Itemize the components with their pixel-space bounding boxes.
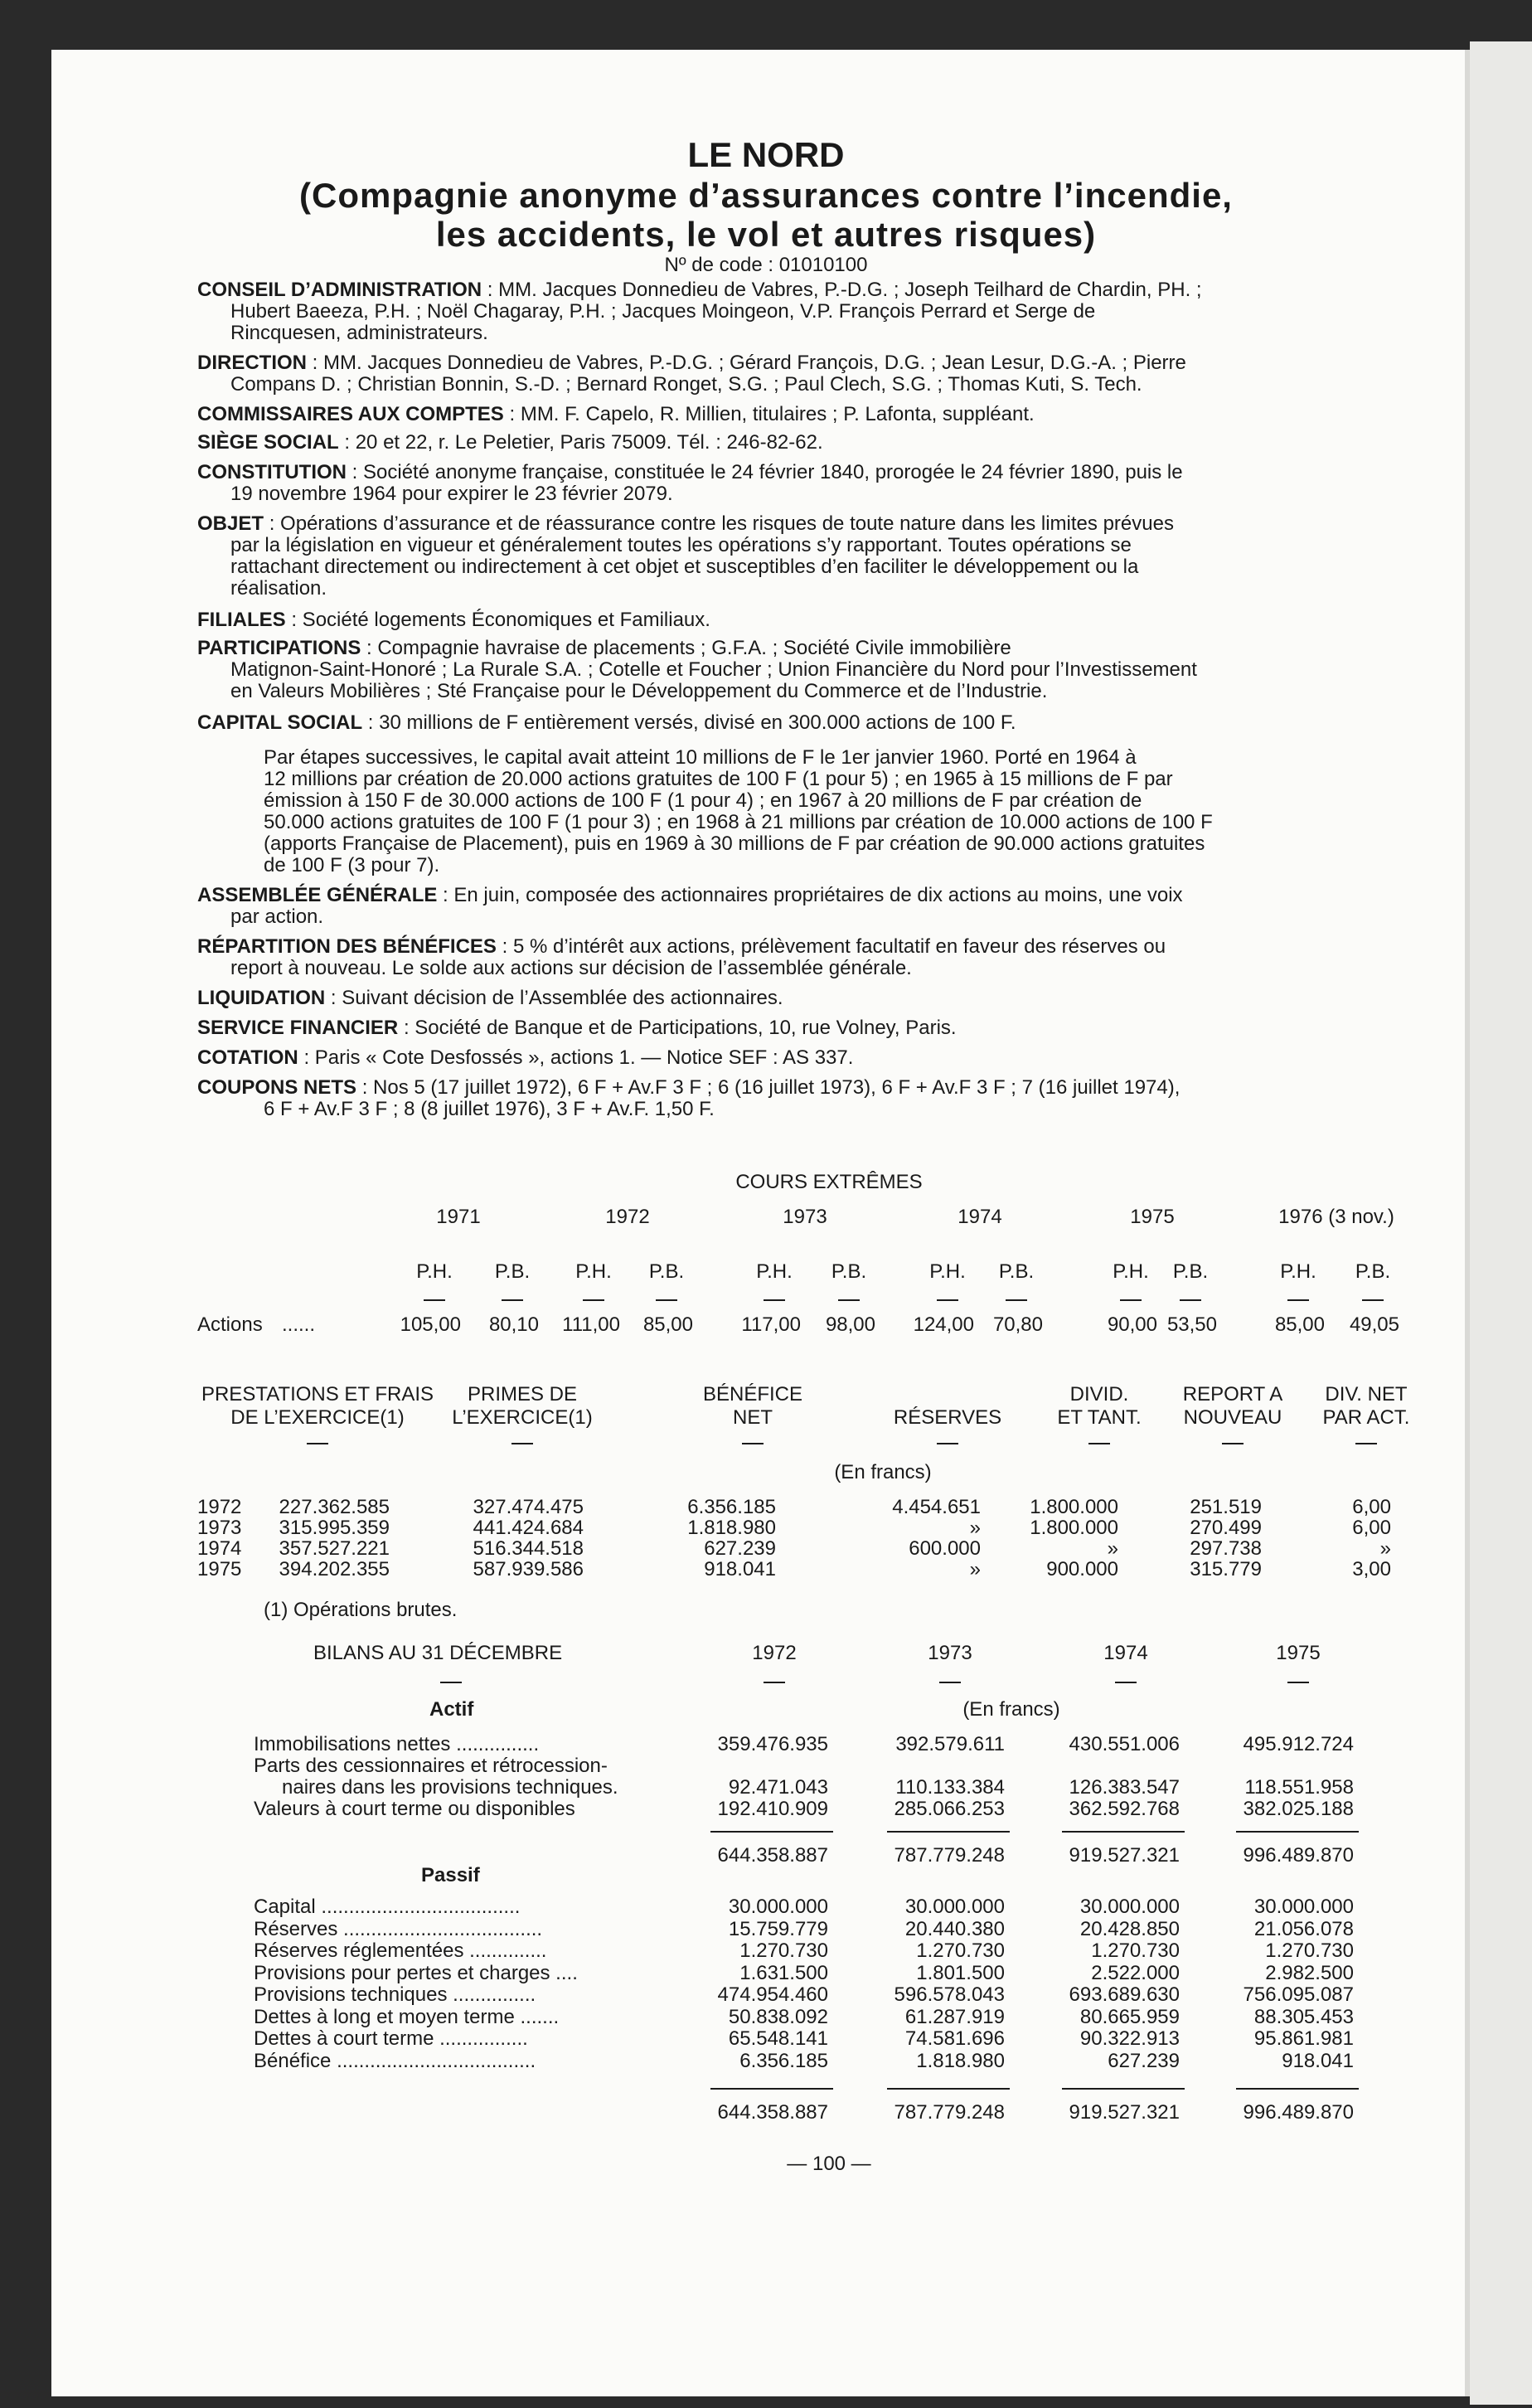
cours-year: 1974 [958, 1206, 1002, 1228]
bilans-dash [939, 1682, 961, 1683]
objet-line3: rattachant directement ou indirectement à cet objet et susceptibles d’en faciliter le développement ou la [230, 556, 1139, 578]
bilans-cell: 192.410.909 [717, 1798, 828, 1820]
capital-para-line4: 50.000 actions gratuites de 100 F (1 pour 3) ; en 1968 à 21 millions par création de 10.000 actions de 100 F [264, 811, 1213, 833]
cours-value-cell: 85,00 [1274, 1313, 1325, 1336]
service-line1: : Société de Banque et de Participations, 10, rue Volney, Paris. [403, 1017, 957, 1039]
bilans-row-label: Provisions techniques ............... [254, 1983, 536, 2006]
direction-line1: : MM. Jacques Donnedieu de Vabres, P.-D.G. ; Gérard François, D.G. ; Jean Lesur, D.G.-A. ; Pierre [312, 352, 1186, 374]
passif-total-rule [1062, 2088, 1185, 2090]
actif-total-rule [710, 1831, 833, 1833]
conseil-line3: Rincquesen, administrateurs. [230, 322, 488, 344]
bilans-unit: (En francs) [962, 1698, 1060, 1721]
bilans-passif-total: 996.489.870 [1243, 2101, 1354, 2124]
bilans-row-label: Dettes à court terme ................ [254, 2027, 528, 2050]
objet-line2: par la législation en vigueur et généralement toutes les opérations s’y rapportant. Toutes opérations se [230, 534, 1132, 556]
bilans-cell: 2.522.000 [1091, 1961, 1180, 1984]
exercice-cell: 627.239 [704, 1537, 776, 1560]
exercice-cell: 227.362.585 [279, 1496, 390, 1518]
participations-line1: : Compagnie havraise de placements ; G.F.A. ; Société Civile immobilière [366, 637, 1011, 659]
exercice-header: PRESTATIONS ET FRAIS [201, 1383, 434, 1405]
section-service [197, 1017, 957, 1039]
cours-col-header: P.B. [831, 1260, 867, 1283]
filiales-label: FILIALES [197, 609, 286, 631]
cours-year: 1975 [1130, 1206, 1175, 1228]
exercice-cell: » [969, 1517, 981, 1539]
bilans-actif-total: 919.527.321 [1069, 1844, 1180, 1867]
document-subtitle-line1: (Compagnie anonyme d’assurances contre l’incendie, [299, 176, 1233, 215]
exercice-cell: 327.474.475 [473, 1496, 584, 1518]
cotation-line1: : Paris « Cote Desfossés », actions 1. — Notice SEF : AS 337. [303, 1046, 854, 1069]
bilans-cell: 359.476.935 [717, 1733, 828, 1755]
exercice-cell: 6,00 [1352, 1496, 1391, 1518]
exercice-dash [511, 1443, 533, 1444]
bilans-actif-total: 644.358.887 [717, 1844, 828, 1867]
bilans-row-label: naires dans les provisions techniques. [282, 1776, 618, 1799]
bilans-cell: 495.912.724 [1243, 1733, 1354, 1755]
cours-value-cell: 117,00 [741, 1313, 801, 1336]
exercice-header: REPORT A [1182, 1383, 1283, 1405]
cours-value-cell: 53,50 [1166, 1313, 1217, 1336]
assemblee-line1: : En juin, composée des actionnaires propriétaires de dix actions au moins, une voix [443, 884, 1183, 906]
bilans-cell: 20.440.380 [904, 1917, 1005, 1940]
exercice-cell: 900.000 [1046, 1558, 1118, 1580]
bilans-year: 1973 [928, 1642, 972, 1664]
exercice-year: 1973 [197, 1517, 242, 1539]
bilans-dash [1115, 1682, 1137, 1683]
bilans-cell: 2.982.500 [1265, 1961, 1354, 1984]
cours-col-header: P.B. [494, 1260, 531, 1283]
cotation-label: COTATION [197, 1046, 298, 1069]
commissaires-line1: : MM. F. Capelo, R. Millien, titulaires ; P. Lafonta, suppléant. [509, 403, 1035, 425]
cours-dash [502, 1299, 523, 1301]
bilans-row-label: Dettes à long et moyen terme ....... [254, 2005, 560, 2028]
bilans-cell: 1.270.730 [1265, 1940, 1354, 1962]
bilans-row-label: Réserves .................................... [254, 1917, 543, 1940]
exercice-cell: 600.000 [909, 1537, 981, 1560]
code-number: Nº de code : 01010100 [664, 254, 868, 276]
cours-dash [1120, 1299, 1142, 1301]
bilans-cell: 1.270.730 [739, 1940, 828, 1962]
section-constitution [197, 461, 1183, 483]
section-repartition [197, 935, 1166, 958]
cours-col-header: P.H. [416, 1260, 453, 1283]
section-objet [197, 512, 1174, 535]
section-direction [197, 352, 1186, 374]
bilans-dash [1287, 1682, 1309, 1683]
bilans-cell: 20.428.850 [1079, 1917, 1180, 1940]
cours-title: COURS EXTRÊMES [735, 1171, 923, 1193]
cours-value-cell: 85,00 [642, 1313, 693, 1336]
bilans-passif-total: 919.527.321 [1069, 2101, 1180, 2124]
passif-total-rule [887, 2088, 1010, 2090]
bilans-cell: 474.954.460 [717, 1983, 828, 2006]
repartition-label: RÉPARTITION DES BÉNÉFICES [197, 935, 497, 958]
section-capital [197, 711, 1016, 734]
cours-year: 1972 [605, 1206, 650, 1228]
section-conseil [197, 279, 1416, 301]
exercice-cell: 1.818.980 [687, 1517, 776, 1539]
exercice-cell: 6.356.185 [687, 1496, 776, 1518]
exercice-cell: 587.939.586 [473, 1558, 584, 1580]
exercice-cell: 1.800.000 [1030, 1517, 1118, 1539]
bilans-row-label: Réserves réglementées .............. [254, 1940, 547, 1962]
exercice-cell: 394.202.355 [279, 1558, 390, 1580]
exercice-header: DIV. NET [1325, 1383, 1408, 1405]
cours-dash [656, 1299, 677, 1301]
bilans-cell: 30.000.000 [904, 1896, 1005, 1918]
conseil-line1: : MM. Jacques Donnedieu de Vabres, P.-D.G. ; Joseph Teilhard de Chardin, PH. ; [487, 279, 1202, 301]
exercice-cell: 1.800.000 [1030, 1496, 1118, 1518]
bilans-cell: 1.801.500 [916, 1961, 1005, 1984]
bilans-passif-total: 644.358.887 [717, 2101, 828, 2124]
exercice-header: NOUVEAU [1183, 1406, 1282, 1429]
exercice-cell: 4.454.651 [892, 1496, 981, 1518]
cours-dash [1362, 1299, 1384, 1301]
bilans-cell: 74.581.696 [904, 2027, 1005, 2050]
exercice-year: 1974 [197, 1537, 242, 1560]
exercice-cell: 3,00 [1352, 1558, 1391, 1580]
cours-row-label: Actions [197, 1313, 263, 1336]
bilans-cell: 92.471.043 [728, 1776, 828, 1799]
section-commissaires [197, 403, 1035, 425]
bilans-cell: 50.838.092 [728, 2005, 828, 2028]
section-cotation [197, 1046, 853, 1069]
bilans-cell: 382.025.188 [1243, 1798, 1354, 1820]
coupons-label: COUPONS NETS [197, 1076, 357, 1099]
exercice-cell: » [1107, 1537, 1118, 1560]
bilans-cell: 1.631.500 [739, 1961, 828, 1984]
cours-dash [583, 1299, 604, 1301]
exercice-unit: (En francs) [834, 1461, 932, 1483]
conseil-label: CONSEIL D’ADMINISTRATION [197, 279, 482, 301]
actif-total-rule [1062, 1831, 1185, 1833]
bilans-cell: 126.383.547 [1069, 1776, 1180, 1799]
exercice-cell: 441.424.684 [473, 1517, 584, 1539]
bilans-cell: 285.066.253 [894, 1798, 1005, 1820]
document-subtitle-line2: les accidents, le vol et autres risques) [435, 215, 1097, 254]
cours-dash [424, 1299, 445, 1301]
cours-col-header: P.H. [929, 1260, 966, 1283]
filiales-line1: : Société logements Économiques et Familiaux. [291, 609, 710, 631]
cours-col-header: P.H. [575, 1260, 612, 1283]
bilans-cell: 6.356.185 [739, 2049, 828, 2072]
capital-para-line6: de 100 F (3 pour 7). [264, 854, 440, 876]
cours-value-cell: 105,00 [400, 1313, 461, 1336]
capital-para-line3: émission à 150 F de 30.000 actions de 100 F (1 pour 4) ; en 1967 à 20 millions de F par création de [264, 789, 1142, 812]
bilans-cell: 693.689.630 [1069, 1983, 1180, 2006]
bilans-cell: 61.287.919 [904, 2005, 1005, 2028]
bilans-cell: 15.759.779 [728, 1917, 828, 1940]
assemblee-label: ASSEMBLÉE GÉNÉRALE [197, 884, 438, 906]
cours-dash [1287, 1299, 1309, 1301]
cours-year: 1971 [436, 1206, 481, 1228]
bilans-row-label: Provisions pour pertes et charges .... [254, 1961, 578, 1984]
bilans-cell: 95.861.981 [1253, 2027, 1354, 2050]
objet-label: OBJET [197, 512, 264, 535]
cours-col-header: P.H. [756, 1260, 793, 1283]
cours-value-cell: 70,80 [992, 1313, 1043, 1336]
exercice-cell: » [969, 1558, 981, 1580]
cours-dash [764, 1299, 785, 1301]
cours-dash [1006, 1299, 1027, 1301]
passif-label: Passif [421, 1864, 480, 1886]
capital-para-line2: 12 millions par création de 20.000 actions gratuites de 100 F (1 pour 5) ; en 1965 à 15 millions de F par [264, 768, 1173, 790]
exercice-header: L’EXERCICE(1) [452, 1406, 593, 1429]
bilans-cell: 88.305.453 [1253, 2005, 1354, 2028]
participations-label: PARTICIPATIONS [197, 637, 361, 659]
capital-para-line1: Par étapes successives, le capital avait atteint 10 millions de F le 1er janvier 1960. Porté en 1964 à [264, 746, 1137, 769]
cours-value-cell: 49,05 [1349, 1313, 1399, 1336]
exercice-cell: 918.041 [704, 1558, 776, 1580]
bilans-row-label: Bénéfice .................................... [254, 2049, 536, 2072]
exercice-year: 1975 [197, 1558, 242, 1580]
exercice-cell: 516.344.518 [473, 1537, 584, 1560]
cours-year: 1973 [783, 1206, 827, 1228]
service-label: SERVICE FINANCIER [197, 1017, 399, 1039]
objet-line4: réalisation. [230, 577, 327, 600]
bilans-passif-total: 787.779.248 [894, 2101, 1005, 2124]
passif-total-rule [1236, 2088, 1359, 2090]
participations-line3: en Valeurs Mobilières ; Sté Française pour le Développement du Commerce et de l’Industrie. [230, 680, 1048, 702]
bilans-cell: 756.095.087 [1243, 1983, 1354, 2006]
bilans-cell: 118.551.958 [1244, 1776, 1354, 1799]
liquidation-label: LIQUIDATION [197, 987, 326, 1009]
assemblee-line2: par action. [230, 905, 324, 928]
cours-dash [937, 1299, 958, 1301]
siege-line1: : 20 et 22, r. Le Peletier, Paris 75009. Tél. : 246-82-62. [344, 431, 823, 454]
cours-year: 1976 (3 nov.) [1278, 1206, 1394, 1228]
bilans-actif-total: 787.779.248 [894, 1844, 1005, 1867]
cours-leader: ...... [282, 1313, 316, 1336]
bilans-row-label: Valeurs à court terme ou disponibles [254, 1798, 575, 1820]
actif-total-rule [1236, 1831, 1359, 1833]
objet-line1: : Opérations d’assurance et de réassurance contre les risques de toute nature dans les limites prévues [269, 512, 1174, 535]
bilans-row-label: Capital .................................... [254, 1896, 521, 1918]
cours-col-header: P.B. [1355, 1260, 1391, 1283]
cours-col-header: P.B. [1172, 1260, 1209, 1283]
section-liquidation [197, 987, 783, 1009]
bilans-cell: 30.000.000 [728, 1896, 828, 1918]
section-assemblee [197, 884, 1183, 906]
constitution-line1: : Société anonyme française, constituée le 24 février 1840, prorogée le 24 février 1890, puis le [351, 461, 1183, 483]
bilans-dash [764, 1682, 785, 1683]
cours-value-cell: 80,10 [488, 1313, 539, 1336]
bilans-year: 1974 [1103, 1642, 1148, 1664]
cours-dash [838, 1299, 860, 1301]
bilans-dash [440, 1682, 462, 1683]
bilans-cell: 1.818.980 [916, 2049, 1005, 2072]
capital-label: CAPITAL SOCIAL [197, 711, 363, 734]
cours-value-cell: 98,00 [825, 1313, 875, 1336]
siege-label: SIÈGE SOCIAL [197, 431, 339, 454]
repartition-line2: report à nouveau. Le solde aux actions sur décision de l’assemblée générale. [230, 957, 912, 979]
exercice-dash [937, 1443, 958, 1444]
actif-total-rule [887, 1831, 1010, 1833]
constitution-label: CONSTITUTION [197, 461, 347, 483]
liquidation-line1: : Suivant décision de l’Assemblée des actionnaires. [330, 987, 783, 1009]
cours-col-header: P.B. [648, 1260, 685, 1283]
cours-dash [1180, 1299, 1201, 1301]
capital-para-line5: (apports Française de Placement), puis en 1969 à 30 millions de F par création de 90.000 actions gratuites [264, 833, 1205, 855]
bilans-cell: 1.270.730 [916, 1940, 1005, 1962]
bilans-actif-total: 996.489.870 [1243, 1844, 1354, 1867]
cours-value-cell: 111,00 [562, 1313, 620, 1336]
bilans-cell: 30.000.000 [1253, 1896, 1354, 1918]
cours-col-header: P.B. [998, 1260, 1035, 1283]
exercice-header: DIVID. [1069, 1383, 1129, 1405]
exercice-cell: 251.519 [1190, 1496, 1262, 1518]
cours-col-header: P.H. [1113, 1260, 1149, 1283]
direction-line2: Compans D. ; Christian Bonnin, S.-D. ; Bernard Ronget, S.G. ; Paul Clech, S.G. ; Thomas Kuti, S. Tech. [230, 373, 1142, 396]
section-coupons [197, 1076, 1180, 1099]
exercice-cell: 315.779 [1190, 1558, 1262, 1580]
bilans-cell: 596.578.043 [894, 1983, 1005, 2006]
direction-label: DIRECTION [197, 352, 307, 374]
exercice-dash [1355, 1443, 1377, 1444]
actif-label: Actif [429, 1698, 474, 1721]
exercice-dash [1222, 1443, 1244, 1444]
passif-total-rule [710, 2088, 833, 2090]
cours-value-cell: 124,00 [913, 1313, 974, 1336]
bilans-cell: 627.239 [1108, 2049, 1180, 2072]
section-participations [197, 637, 1011, 659]
exercice-cell: 270.499 [1190, 1517, 1262, 1539]
bilans-cell: 392.579.611 [895, 1733, 1005, 1755]
coupons-line2: 6 F + Av.F 3 F ; 8 (8 juillet 1976), 3 F + Av.F. 1,50 F. [264, 1098, 715, 1120]
bilans-cell: 90.322.913 [1079, 2027, 1180, 2050]
exercice-year: 1972 [197, 1496, 242, 1518]
exercice-header: ET TANT. [1057, 1406, 1142, 1429]
bilans-cell: 918.041 [1282, 2049, 1354, 2072]
exercice-dash [1088, 1443, 1110, 1444]
section-filiales [197, 609, 710, 631]
page-number: — 100 — [787, 2153, 871, 2175]
commissaires-label: COMMISSAIRES AUX COMPTES [197, 403, 504, 425]
exercice-note: (1) Opérations brutes. [264, 1599, 458, 1621]
exercice-header: PAR ACT. [1322, 1406, 1410, 1429]
exercice-cell: 297.738 [1190, 1537, 1262, 1560]
coupons-line1: : Nos 5 (17 juillet 1972), 6 F + Av.F 3 F ; 6 (16 juillet 1973), 6 F + Av.F 3 F ; 7 (16 juillet 1974), [361, 1076, 1181, 1099]
exercice-header: RÉSERVES [893, 1406, 1002, 1429]
bilans-cell: 30.000.000 [1079, 1896, 1180, 1918]
bilans-year: 1972 [752, 1642, 797, 1664]
exercice-header: PRIMES DE [467, 1383, 578, 1405]
cours-value-cell: 90,00 [1107, 1313, 1157, 1336]
constitution-line2: 19 novembre 1964 pour expirer le 23 février 2079. [230, 483, 673, 505]
exercice-cell: 357.527.221 [279, 1537, 390, 1560]
exercice-cell: 6,00 [1352, 1517, 1391, 1539]
section-siege [197, 431, 823, 454]
exercice-dash [307, 1443, 328, 1444]
exercice-header: BÉNÉFICE [702, 1383, 803, 1405]
conseil-line2: Hubert Baeeza, P.H. ; Noël Chagaray, P.H. ; Jacques Moingeon, V.P. François Perrard et Serge de [230, 300, 1096, 323]
cours-col-header: P.H. [1280, 1260, 1316, 1283]
exercice-header: NET [733, 1406, 773, 1429]
bilans-year: 1975 [1276, 1642, 1321, 1664]
capital-line1: : 30 millions de F entièrement versés, divisé en 300.000 actions de 100 F. [367, 711, 1016, 734]
bilans-cell: 80.665.959 [1079, 2005, 1180, 2028]
exercice-header: DE L’EXERCICE(1) [230, 1406, 405, 1429]
bilans-cell: 430.551.006 [1069, 1733, 1180, 1755]
exercice-cell: 315.995.359 [279, 1517, 390, 1539]
bilans-row-label: Immobilisations nettes ............... [254, 1733, 540, 1755]
repartition-line1: : 5 % d’intérêt aux actions, prélèvement facultatif en faveur des réserves ou [502, 935, 1166, 958]
bilans-row-label: Parts des cessionnaires et rétrocession- [254, 1755, 608, 1777]
document-title: LE NORD [687, 135, 845, 174]
bilans-cell: 21.056.078 [1253, 1917, 1354, 1940]
bilans-title: BILANS AU 31 DÉCEMBRE [313, 1642, 563, 1664]
bilans-cell: 65.548.141 [728, 2027, 828, 2050]
bilans-cell: 362.592.768 [1069, 1798, 1180, 1820]
exercice-cell: » [1379, 1537, 1391, 1560]
bilans-cell: 1.270.730 [1091, 1940, 1180, 1962]
participations-line2: Matignon-Saint-Honoré ; La Rurale S.A. ; Cotelle et Foucher ; Union Financière du Nord pour l’Investissement [230, 658, 1197, 681]
exercice-dash [742, 1443, 764, 1444]
bilans-cell: 110.133.384 [895, 1776, 1005, 1799]
